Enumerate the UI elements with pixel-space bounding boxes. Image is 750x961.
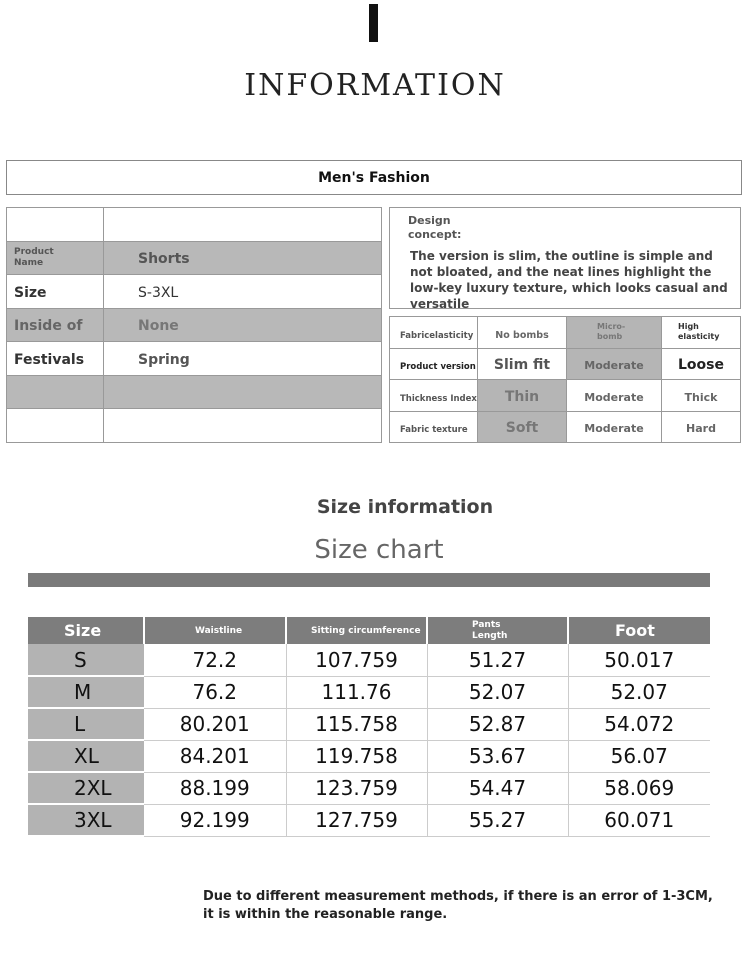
column-header-pants-length xyxy=(427,617,568,644)
fabric-option: No bombs xyxy=(495,329,549,341)
fabric-option-cell xyxy=(662,380,741,412)
fabric-option: Thick xyxy=(684,390,718,404)
fabric-option-cell xyxy=(478,380,567,412)
row-label-cell xyxy=(7,208,104,242)
table-row xyxy=(7,241,382,275)
row-label-cell xyxy=(7,342,104,376)
size-label: Size xyxy=(14,284,47,301)
design-concept-text: The version is slim, the outline is simple and not bloated, and the neat lines highlight the low-key luxury texture, which looks casual and versatile xyxy=(410,249,728,311)
column-header-waistline: Waistline xyxy=(144,617,286,644)
row-value-cell xyxy=(104,375,382,409)
table-row xyxy=(28,644,710,676)
row-value-cell xyxy=(104,241,382,275)
sitting-cell: 111.76 xyxy=(286,676,427,708)
table-row xyxy=(7,275,382,309)
sitting-cell: 119.758 xyxy=(286,740,427,772)
table-row xyxy=(28,708,710,740)
fabric-option: Thin xyxy=(504,388,540,405)
fabric-option: Slim fit xyxy=(493,357,551,374)
festivals-value: Spring xyxy=(138,351,190,368)
pants-length-cell: 52.87 xyxy=(427,708,568,740)
product-info-table xyxy=(6,207,382,443)
measurement-note: Due to different measurement methods, if there is an error of 1-3CM, it is within the reasonable range. xyxy=(203,889,713,922)
row-label-cell xyxy=(7,308,104,342)
foot-cell: 56.07 xyxy=(568,740,710,772)
foot-cell: 58.069 xyxy=(568,772,710,804)
inside-of-value: None xyxy=(138,318,179,335)
size-cell: 2XL xyxy=(28,772,144,804)
fabric-label-cell xyxy=(390,348,478,380)
product-version-label: Product version xyxy=(400,362,476,373)
table-row xyxy=(7,208,382,242)
table-row xyxy=(390,411,741,443)
inside-of-label: Inside of xyxy=(14,318,83,335)
row-label-cell xyxy=(7,375,104,409)
fabric-option: Hard xyxy=(686,422,716,436)
table-row xyxy=(390,317,741,349)
page-title: INFORMATION xyxy=(244,68,506,103)
waistline-cell: 92.199 xyxy=(144,804,286,836)
table-row xyxy=(7,342,382,376)
table-row xyxy=(28,676,710,708)
pants-length-cell: 52.07 xyxy=(427,676,568,708)
fabric-option: Loose xyxy=(678,357,724,374)
fabric-option: High elasticity xyxy=(678,321,720,341)
column-header-size: Size xyxy=(28,617,144,644)
row-value-cell xyxy=(104,208,382,242)
size-cell: 3XL xyxy=(28,804,144,836)
fabric-elasticity-label: Fabricelasticity xyxy=(400,330,474,341)
fabric-option-cell xyxy=(567,348,662,380)
row-value-cell xyxy=(104,275,382,309)
column-header-sitting: Sitting circumference xyxy=(286,617,427,644)
row-label-cell xyxy=(7,275,104,309)
design-concept-label: Design concept: xyxy=(408,214,462,241)
waistline-cell: 72.2 xyxy=(144,644,286,676)
fabric-option-cell xyxy=(662,348,741,380)
fabric-texture-label: Fabric texture xyxy=(400,425,468,436)
table-row xyxy=(7,409,382,443)
waistline-cell: 76.2 xyxy=(144,676,286,708)
pants-length-cell: 55.27 xyxy=(427,804,568,836)
size-cell: M xyxy=(28,676,144,708)
row-value-cell xyxy=(104,409,382,443)
fabric-option-cell xyxy=(478,411,567,443)
size-chart-table xyxy=(28,617,710,837)
product-name-label: Product Name xyxy=(14,246,54,268)
foot-cell: 52.07 xyxy=(568,676,710,708)
sitting-cell: 115.758 xyxy=(286,708,427,740)
product-name-value: Shorts xyxy=(138,251,190,268)
waistline-cell: 88.199 xyxy=(144,772,286,804)
fabric-option: Moderate xyxy=(584,359,644,373)
table-row xyxy=(390,380,741,412)
thickness-index-label: Thickness Index xyxy=(400,393,477,404)
fabric-option: Moderate xyxy=(584,390,644,404)
column-header-foot: Foot xyxy=(568,617,710,644)
table-row xyxy=(28,740,710,772)
row-label-cell xyxy=(7,241,104,275)
foot-cell: 60.071 xyxy=(568,804,710,836)
row-value-cell xyxy=(104,308,382,342)
size-chart-header-row xyxy=(28,617,710,644)
size-cell: XL xyxy=(28,740,144,772)
fabric-option-cell xyxy=(662,317,741,349)
waistline-cell: 84.201 xyxy=(144,740,286,772)
fabric-option-cell xyxy=(662,411,741,443)
fabric-label-cell xyxy=(390,380,478,412)
fabric-option: Soft xyxy=(505,420,539,437)
waistline-cell: 80.201 xyxy=(144,708,286,740)
fabric-option-cell xyxy=(478,317,567,349)
decorative-bar xyxy=(369,4,378,42)
divider-bar xyxy=(28,573,710,587)
table-row xyxy=(28,772,710,804)
table-row xyxy=(7,308,382,342)
fabric-properties-table xyxy=(389,316,741,443)
fabric-option-cell xyxy=(478,348,567,380)
size-value: S-3XL xyxy=(138,284,179,301)
fabric-option: Moderate xyxy=(584,422,644,436)
fabric-option: Micro-bomb xyxy=(597,321,626,341)
size-cell: L xyxy=(28,708,144,740)
fabric-label-cell xyxy=(390,317,478,349)
pants-length-cell: 53.67 xyxy=(427,740,568,772)
fabric-label-cell xyxy=(390,411,478,443)
fabric-option-cell xyxy=(567,380,662,412)
size-chart-title: Size chart xyxy=(314,535,444,565)
pants-length-cell: 51.27 xyxy=(427,644,568,676)
table-row xyxy=(28,804,710,836)
sitting-cell: 123.759 xyxy=(286,772,427,804)
fabric-option-cell xyxy=(567,317,662,349)
festivals-label: Festivals xyxy=(14,351,85,368)
size-cell: S xyxy=(28,644,144,676)
category-banner: Men's Fashion xyxy=(6,160,742,195)
sitting-cell: 107.759 xyxy=(286,644,427,676)
fabric-option-cell xyxy=(567,411,662,443)
foot-cell: 50.017 xyxy=(568,644,710,676)
row-label-cell xyxy=(7,409,104,443)
size-info-heading: Size information xyxy=(316,496,494,518)
table-row xyxy=(7,375,382,409)
table-row xyxy=(390,348,741,380)
sitting-cell: 127.759 xyxy=(286,804,427,836)
row-value-cell xyxy=(104,342,382,376)
pants-length-cell: 54.47 xyxy=(427,772,568,804)
design-concept-box xyxy=(389,207,741,309)
foot-cell: 54.072 xyxy=(568,708,710,740)
pants-length-text: Pants Length xyxy=(472,619,508,641)
